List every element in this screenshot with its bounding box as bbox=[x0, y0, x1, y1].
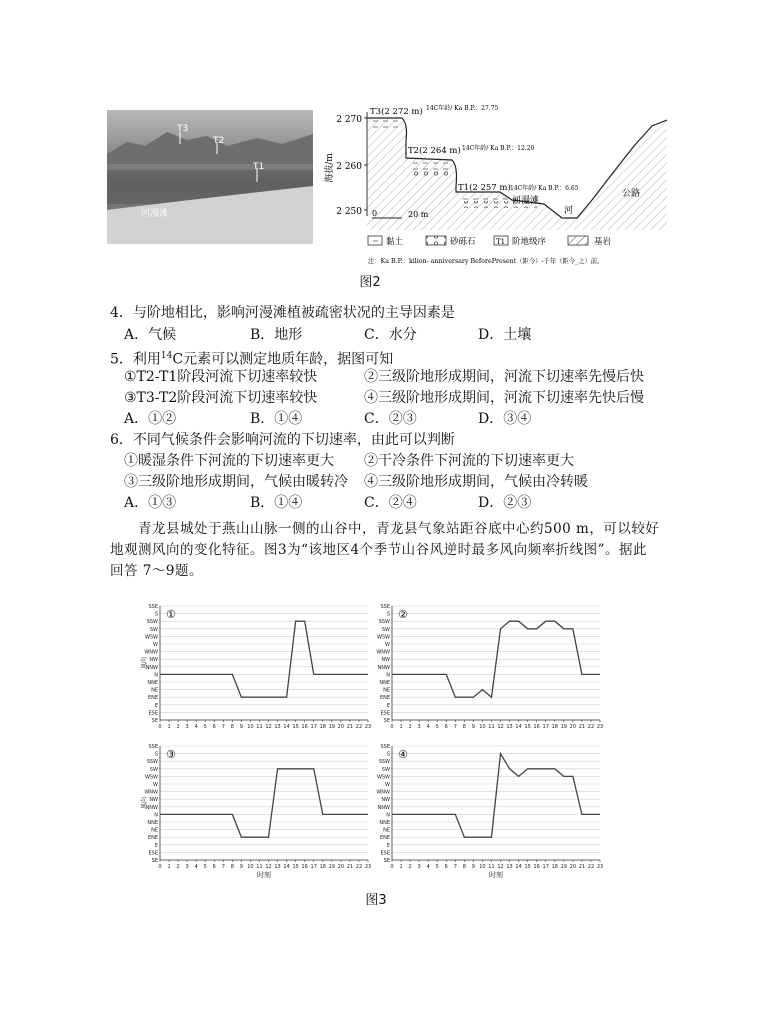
x-tick-label: 16 bbox=[301, 864, 308, 870]
x-tick-label: 1 bbox=[399, 724, 403, 730]
q6-stem: 6．不同气候条件会影响河流的下切速率，由此可以判断 bbox=[110, 432, 455, 448]
x-tick-label: 1 bbox=[167, 864, 171, 870]
y-tick-label: NNE bbox=[379, 820, 390, 826]
y-tick-label: ENE bbox=[147, 835, 158, 842]
q6-statement-2: ②干冷条件下河流的下切速率更大 bbox=[364, 453, 574, 469]
x-tick-label: 2 bbox=[176, 864, 180, 870]
x-tick-label: 12 bbox=[265, 724, 272, 730]
x-tick-label: 17 bbox=[310, 864, 317, 870]
y-tick-label: NNW bbox=[377, 664, 390, 671]
y-tick-label: SW bbox=[149, 766, 158, 773]
x-tick-label: 23 bbox=[596, 724, 604, 730]
x-tick-label: 2 bbox=[408, 864, 412, 870]
t2-age: 14C年龄/ Ka B.P.：12.20 bbox=[462, 145, 535, 152]
q6-option-a: A．①③ bbox=[124, 495, 177, 511]
x-tick-label: 0 bbox=[158, 724, 162, 730]
q4-option-a: A．气候 bbox=[124, 327, 177, 343]
y-tick-label: SW bbox=[381, 626, 390, 633]
scale-zero: 0 bbox=[372, 209, 378, 218]
x-tick-label: 15 bbox=[524, 864, 531, 870]
y-tick-label: SSE bbox=[148, 744, 158, 750]
x-tick-label: 16 bbox=[301, 724, 308, 730]
x-tick-label: 1 bbox=[399, 864, 403, 870]
x-tick-label: 8 bbox=[462, 864, 466, 870]
y-tick-label: NE bbox=[383, 687, 390, 694]
t1-label: T1(2 257 m) bbox=[458, 183, 511, 193]
y-tick-label: E bbox=[386, 842, 390, 849]
y-tick-label: SE bbox=[151, 858, 158, 864]
x-tick-label: 23 bbox=[596, 864, 604, 870]
y-tick-label: NNE bbox=[147, 820, 158, 826]
y-tick-label: WSW bbox=[144, 774, 158, 781]
q6-statement-1: ①暖湿条件下河流的下切速率更大 bbox=[124, 453, 334, 469]
x-tick-label: 15 bbox=[524, 724, 531, 730]
y-tick-label: SSW bbox=[146, 619, 158, 626]
y-axis-label: 风向 bbox=[141, 656, 148, 670]
x-tick-label: 20 bbox=[337, 724, 345, 730]
y-tick-label: S bbox=[154, 751, 158, 758]
q5-stem-superscript: 14 bbox=[160, 351, 173, 361]
x-tick-label: 21 bbox=[346, 864, 354, 870]
q4-stem: 4．与阶地相比，影响河漫滩植被疏密状况的主导因素是 bbox=[110, 305, 455, 321]
x-tick-label: 15 bbox=[292, 724, 299, 730]
x-tick-label: 20 bbox=[337, 864, 345, 870]
y-tick-label: SSW bbox=[378, 619, 390, 626]
x-tick-label: 21 bbox=[578, 724, 586, 730]
q5-stem-post: C元素可以测定地质年龄，据图可知 bbox=[172, 351, 394, 368]
y-tick-label: NW bbox=[381, 797, 390, 804]
x-tick-label: 21 bbox=[578, 864, 586, 870]
q5-option-d: D．③④ bbox=[478, 411, 532, 427]
x-tick-label: 6 bbox=[444, 724, 448, 730]
y-tick-label: SSW bbox=[378, 759, 390, 766]
y-tick-label: ESE bbox=[380, 850, 390, 857]
t1-clay-layer bbox=[459, 194, 519, 201]
profile-river-label: 河 bbox=[564, 206, 574, 216]
y-tick-label: N bbox=[386, 672, 390, 679]
x-tick-label: 6 bbox=[212, 864, 216, 870]
y-tick-label: W bbox=[385, 782, 390, 788]
profile-ytick-2250: 2 250 bbox=[336, 207, 362, 217]
y-tick-label: N bbox=[154, 672, 158, 679]
x-tick-label: 4 bbox=[426, 724, 430, 730]
y-tick-label: SW bbox=[381, 766, 390, 773]
x-tick-label: 11 bbox=[488, 724, 495, 730]
q5-statement-3: ③T3-T2阶段河流下切速率较快 bbox=[124, 390, 318, 406]
x-tick-label: 14 bbox=[283, 864, 290, 870]
x-tick-label: 13 bbox=[506, 864, 513, 870]
x-tick-label: 3 bbox=[185, 724, 189, 730]
x-tick-label: 17 bbox=[310, 724, 317, 730]
x-tick-label: 19 bbox=[560, 724, 568, 730]
x-tick-label: 8 bbox=[230, 864, 234, 870]
x-tick-label: 13 bbox=[274, 724, 281, 730]
y-tick-label: WSW bbox=[144, 634, 158, 641]
q6-statement-4: ④三级阶地形成期间，气候由冷转暖 bbox=[364, 474, 588, 490]
x-tick-label: 6 bbox=[212, 724, 216, 730]
t3-clay-layer bbox=[370, 120, 402, 130]
x-tick-label: 18 bbox=[319, 864, 326, 870]
x-tick-label: 4 bbox=[194, 864, 198, 870]
y-axis-label: 风向 bbox=[141, 796, 148, 810]
wind-direction-series-line bbox=[392, 754, 600, 838]
y-tick-label: NW bbox=[149, 797, 158, 804]
x-tick-label: 22 bbox=[355, 864, 363, 870]
figure3-caption: 图3 bbox=[365, 893, 387, 908]
x-tick-label: 17 bbox=[542, 724, 549, 730]
x-tick-label: 4 bbox=[426, 864, 430, 870]
photo-label-t2: T2 bbox=[213, 136, 225, 146]
y-tick-label: E bbox=[154, 702, 158, 709]
y-tick-label: ESE bbox=[380, 710, 390, 717]
y-tick-label: S bbox=[154, 611, 158, 618]
x-tick-label: 1 bbox=[167, 724, 171, 730]
y-tick-label: SE bbox=[383, 858, 390, 864]
y-tick-label: NW bbox=[149, 657, 158, 664]
q5-stem-pre: 5．利用 bbox=[110, 351, 161, 368]
legend-bedrock: 基岩 bbox=[594, 237, 612, 247]
q6-option-b: B．①④ bbox=[250, 495, 303, 511]
x-tick-label: 8 bbox=[462, 724, 466, 730]
y-tick-label: NE bbox=[151, 687, 158, 694]
y-tick-label: SSW bbox=[146, 759, 158, 766]
x-tick-label: 23 bbox=[364, 864, 372, 870]
y-tick-label: S bbox=[386, 751, 390, 758]
y-tick-label: WSW bbox=[376, 774, 390, 781]
x-tick-label: 10 bbox=[479, 864, 486, 870]
x-tick-label: 22 bbox=[587, 724, 595, 730]
y-tick-label: ENE bbox=[379, 835, 390, 842]
x-tick-label: 17 bbox=[542, 864, 549, 870]
y-tick-label: NNW bbox=[145, 804, 158, 811]
y-tick-label: NW bbox=[381, 657, 390, 664]
wind-direction-series-line bbox=[160, 769, 368, 837]
x-tick-label: 9 bbox=[239, 724, 243, 730]
y-tick-label: WNW bbox=[144, 649, 158, 656]
scale-length: 20 m bbox=[408, 210, 429, 219]
profile-road-label: 公路 bbox=[622, 189, 641, 199]
passage-line-1: 青龙县城处于燕山山脉一侧的山谷中，青龙县气象站距谷底中心约500 m，可以较好 bbox=[138, 521, 660, 537]
x-tick-label: 15 bbox=[292, 864, 299, 870]
q4-option-c: C．水分 bbox=[364, 327, 417, 343]
profile-ytick-2270: 2 270 bbox=[336, 115, 362, 125]
x-tick-label: 0 bbox=[158, 864, 162, 870]
t2-clay-layer bbox=[408, 160, 450, 170]
profile-note: 注：Ka B.P.：kilion- anniversary BeforePresent（距今）-千年（距今_之）前。 bbox=[368, 258, 604, 265]
q5-option-a: A．①② bbox=[124, 411, 177, 427]
y-tick-label: SE bbox=[383, 718, 390, 724]
x-tick-label: 14 bbox=[515, 724, 522, 730]
y-tick-label: W bbox=[153, 782, 158, 788]
wind-chart-panel-3 bbox=[140, 738, 372, 890]
x-tick-label: 12 bbox=[497, 724, 504, 730]
legend-clay: 黏土 bbox=[386, 237, 404, 247]
terrace-photo bbox=[107, 110, 313, 244]
x-tick-label: 13 bbox=[274, 864, 281, 870]
photo-label-floodplain: 河漫滩 bbox=[141, 209, 169, 219]
x-tick-label: 5 bbox=[435, 864, 439, 870]
q5-option-b: B．①④ bbox=[250, 411, 303, 427]
profile-ytick-2260: 2 260 bbox=[336, 162, 362, 172]
photo-label-t3: T3 bbox=[177, 124, 189, 134]
y-tick-label: ENE bbox=[147, 695, 158, 702]
x-tick-label: 10 bbox=[479, 724, 486, 730]
terrace-profile-diagram bbox=[322, 100, 682, 272]
q4-option-b: B．地形 bbox=[250, 327, 303, 343]
x-tick-label: 3 bbox=[417, 724, 421, 730]
t2-label: T2(2 264 m) bbox=[408, 146, 461, 156]
panel-number: ④ bbox=[398, 748, 408, 761]
x-tick-label: 19 bbox=[560, 864, 568, 870]
y-tick-label: WNW bbox=[144, 789, 158, 796]
y-tick-label: NNE bbox=[147, 680, 158, 686]
y-tick-label: ESE bbox=[148, 850, 158, 857]
x-tick-label: 2 bbox=[408, 724, 412, 730]
x-tick-label: 8 bbox=[230, 724, 234, 730]
q5-option-c: C．②③ bbox=[364, 411, 417, 427]
x-tick-label: 22 bbox=[355, 724, 363, 730]
q5-statement-2: ②三级阶地形成期间，河流下切速率先慢后快 bbox=[364, 369, 644, 385]
y-tick-label: E bbox=[154, 842, 158, 849]
t3-age: 14C年龄/ Ka B.P.：27.75 bbox=[426, 105, 499, 112]
x-tick-label: 19 bbox=[328, 724, 336, 730]
wind-chart-panel-1 bbox=[140, 598, 372, 742]
q5-statement-4: ④三级阶地形成期间，河流下切速率先快后慢 bbox=[364, 390, 644, 406]
passage-line-3: 回答 7～9题。 bbox=[110, 563, 203, 579]
x-tick-label: 16 bbox=[533, 864, 540, 870]
x-tick-label: 10 bbox=[247, 864, 254, 870]
y-tick-label: W bbox=[385, 642, 390, 648]
panel-number: ② bbox=[398, 608, 408, 621]
x-tick-label: 4 bbox=[194, 724, 198, 730]
x-tick-label: 3 bbox=[185, 864, 189, 870]
y-tick-label: N bbox=[154, 812, 158, 819]
profile-floodplain-label: 河漫滩 bbox=[512, 196, 540, 206]
wind-chart-panel-4 bbox=[372, 738, 604, 890]
profile-ylabel: 海拔/m bbox=[325, 153, 335, 183]
x-tick-label: 12 bbox=[265, 864, 272, 870]
t2-gravel-layer bbox=[408, 170, 450, 178]
photo-overlay bbox=[107, 110, 313, 244]
x-tick-label: 3 bbox=[417, 864, 421, 870]
x-tick-label: 5 bbox=[203, 724, 207, 730]
legend-terrace-order: 阶地级序 bbox=[512, 237, 547, 247]
y-tick-label: ESE bbox=[148, 710, 158, 717]
x-tick-label: 0 bbox=[390, 724, 394, 730]
y-tick-label: NNW bbox=[377, 804, 390, 811]
y-tick-label: NE bbox=[151, 827, 158, 834]
x-tick-label: 7 bbox=[221, 724, 225, 730]
x-tick-label: 0 bbox=[390, 864, 394, 870]
y-tick-label: E bbox=[386, 702, 390, 709]
x-tick-label: 10 bbox=[247, 724, 254, 730]
x-tick-label: 20 bbox=[569, 864, 577, 870]
t3-label: T3(2 272 m) bbox=[370, 107, 423, 117]
x-tick-label: 5 bbox=[435, 724, 439, 730]
t1-age: 14C年龄/ Ka B.P.：6.65 bbox=[510, 185, 579, 192]
y-tick-label: SSE bbox=[380, 604, 390, 610]
y-tick-label: WSW bbox=[376, 634, 390, 641]
x-tick-label: 5 bbox=[203, 864, 207, 870]
y-tick-label: SSE bbox=[380, 744, 390, 750]
y-tick-label: S bbox=[386, 611, 390, 618]
x-tick-label: 11 bbox=[488, 864, 495, 870]
x-tick-label: 18 bbox=[551, 724, 558, 730]
y-tick-label: SSE bbox=[148, 604, 158, 610]
wind-chart-panel-2 bbox=[372, 598, 604, 742]
x-tick-label: 11 bbox=[256, 864, 263, 870]
x-axis-label: 时刻 bbox=[489, 871, 503, 879]
x-tick-label: 11 bbox=[256, 724, 263, 730]
x-tick-label: 18 bbox=[319, 724, 326, 730]
x-tick-label: 6 bbox=[444, 864, 448, 870]
q6-statement-3: ③三级阶地形成期间，气候由暖转冷 bbox=[124, 474, 348, 490]
panel-number: ③ bbox=[166, 748, 176, 761]
y-tick-label: N bbox=[386, 812, 390, 819]
q6-option-c: C．②④ bbox=[364, 495, 417, 511]
x-tick-label: 23 bbox=[364, 724, 372, 730]
x-tick-label: 13 bbox=[506, 724, 513, 730]
x-tick-label: 14 bbox=[515, 864, 522, 870]
y-tick-label: NNW bbox=[145, 664, 158, 671]
x-tick-label: 12 bbox=[497, 864, 504, 870]
x-tick-label: 7 bbox=[453, 864, 457, 870]
panel-number: ① bbox=[166, 608, 176, 621]
x-tick-label: 9 bbox=[471, 864, 475, 870]
x-tick-label: 14 bbox=[283, 724, 290, 730]
x-tick-label: 7 bbox=[221, 864, 225, 870]
x-tick-label: 2 bbox=[176, 724, 180, 730]
y-tick-label: NE bbox=[383, 827, 390, 834]
x-tick-label: 7 bbox=[453, 724, 457, 730]
passage-line-2: 地观测风向的变化特征。图3为“该地区4个季节山谷风逆时最多风向频率折线图”。据此 bbox=[110, 542, 647, 558]
y-tick-label: SE bbox=[151, 718, 158, 724]
legend-gravel: 砂砾石 bbox=[450, 237, 476, 247]
y-tick-label: WNW bbox=[376, 649, 390, 656]
x-tick-label: 9 bbox=[471, 724, 475, 730]
y-tick-label: SW bbox=[149, 626, 158, 633]
y-tick-label: ENE bbox=[379, 695, 390, 702]
photo-label-t1: T1 bbox=[253, 162, 265, 172]
legend-t1-symbol: T1 bbox=[496, 238, 506, 246]
y-tick-label: W bbox=[153, 642, 158, 648]
x-tick-label: 21 bbox=[346, 724, 354, 730]
x-tick-label: 16 bbox=[533, 724, 540, 730]
figure2-caption: 图2 bbox=[359, 275, 381, 290]
x-tick-label: 20 bbox=[569, 724, 577, 730]
q4-option-d: D．土壤 bbox=[478, 327, 532, 343]
y-tick-label: WNW bbox=[376, 789, 390, 796]
q5-statement-1: ①T2-T1阶段河流下切速率较快 bbox=[124, 369, 318, 385]
x-tick-label: 22 bbox=[587, 864, 595, 870]
x-tick-label: 18 bbox=[551, 864, 558, 870]
x-tick-label: 19 bbox=[328, 864, 336, 870]
x-tick-label: 9 bbox=[239, 864, 243, 870]
x-axis-label: 时刻 bbox=[257, 871, 271, 879]
q6-option-d: D．②③ bbox=[478, 495, 532, 511]
profile-legend bbox=[368, 236, 612, 247]
y-tick-label: NNE bbox=[379, 680, 390, 686]
